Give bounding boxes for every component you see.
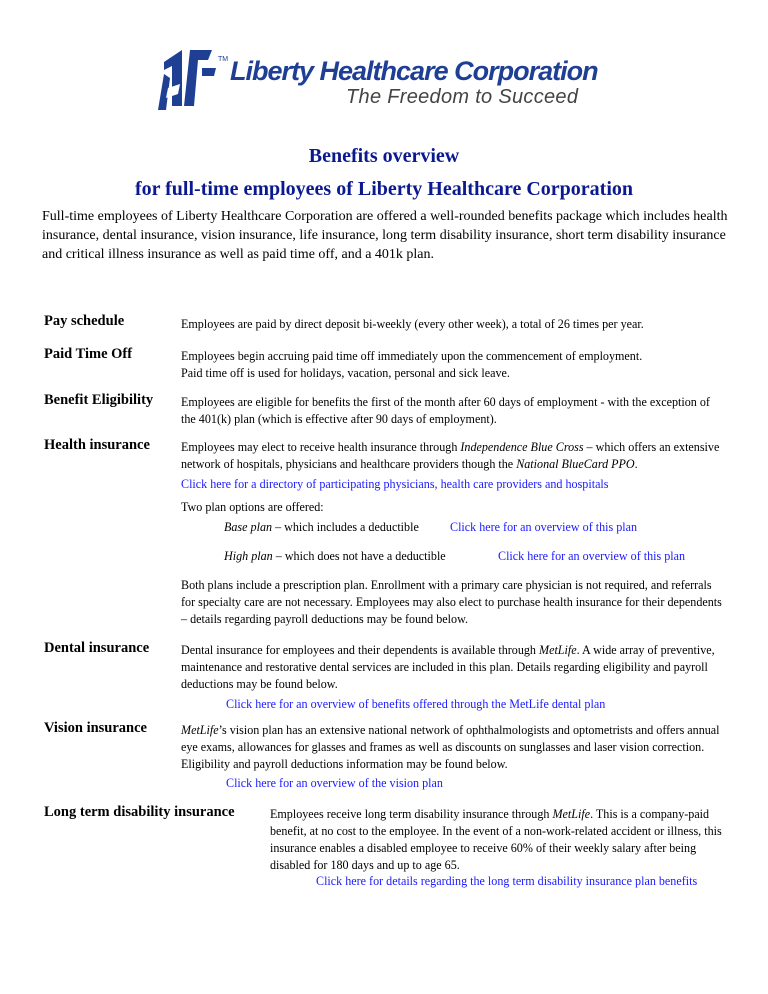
long-term-disability-label: Long term disability insurance	[44, 804, 235, 820]
dental-plan-overview-link[interactable]: Click here for an overview of benefits offered through the MetLife dental plan	[226, 697, 606, 711]
paid-time-off-line-2: Paid time off is used for holidays, vacation, personal and sick leave.	[181, 366, 510, 380]
plan-options-intro: Two plan options are offered:	[181, 500, 324, 514]
base-plan-overview-link[interactable]: Click here for an overview of this plan	[450, 520, 638, 534]
long-term-disability-text: Employees receive long term disability insurance through MetLife. This is a company-paid benefit, at no cost to the employee. In the event of a non-work-related accident or illness, this insurance enables a disabled employee to receive 60% of their weekly salary after being disabled for 180 days and up to age 65.	[270, 807, 722, 872]
trademark-mark: TM	[218, 56, 229, 63]
health-insurance-label: Health insurance	[44, 437, 150, 453]
dental-insurance-label: Dental insurance	[44, 640, 150, 656]
intro-paragraph: Full-time employees of Liberty Healthcare Corporation are offered a well-rounded benefits package which includes health insurance, dental insurance, vision insurance, life insurance, long term disability insurance, short term disability insurance and critical illness insurance as well as paid time off, and a 401k plan.	[42, 209, 728, 262]
paid-time-off-text	[181, 348, 741, 382]
vision-insurance-label: Vision insurance	[44, 720, 147, 736]
vision-plan-overview-link[interactable]: Click here for an overview of the vision plan	[226, 776, 443, 790]
dental-insurance-text: Dental insurance for employees and their dependents is available through MetLife. A wide array of preventive, maintenance and restorative dental services are included in this plan. Details regarding eligibility and payroll deductions may be found below.	[181, 643, 715, 691]
liberty-torch-logo-icon	[150, 44, 228, 116]
pay-schedule-text: Employees are paid by direct deposit bi-weekly (every other week), a total of 26 times per year.	[181, 317, 644, 331]
benefit-eligibility-text: Employees are eligible for benefits the first of the month after 60 days of employment - with the exception of the 401(k) plan (which is effective after 90 days of employment).	[181, 395, 710, 426]
provider-directory-link[interactable]: Click here for a directory of participating physicians, health care providers and hospitals	[181, 477, 609, 491]
company-logo	[150, 44, 620, 116]
high-plan-description: High plan – which does not have a deductible	[224, 549, 446, 563]
ltd-plan-details-link[interactable]: Click here for details regarding the long term disability insurance plan benefits	[316, 874, 698, 888]
company-name: Liberty Healthcare Corporation	[230, 56, 598, 86]
ltd-carrier-name: MetLife	[552, 807, 591, 821]
health-plans-footer-text: Both plans include a prescription plan. Enrollment with a primary care physician is not required, and referrals for specialty care are not necessary. Employees may also elect to purchase health insurance for their dependents – details regarding payroll deductions may be found below.	[181, 578, 722, 626]
vision-insurance-text: MetLife’s vision plan has an extensive national network of ophthalmologists and optometrists and offers annual eye exams, allowances for glasses and frames as well as discounts on sunglasses and laser vision correction. Eligibility and payroll deductions information may be found below.	[181, 723, 720, 771]
carrier-name: Independence Blue Cross	[460, 440, 584, 454]
benefit-eligibility-label: Benefit Eligibility	[44, 392, 154, 408]
network-name: National BlueCard PPO	[516, 457, 635, 471]
base-plan-description: Base plan – which includes a deductible	[224, 520, 419, 534]
vision-carrier-name: MetLife	[181, 723, 219, 737]
health-insurance-text: Employees may elect to receive health insurance through Independence Blue Cross – which offers an extensive network of hospitals, physicians and healthcare providers though the National BlueCard PPO.	[181, 440, 720, 471]
pay-schedule-label: Pay schedule	[44, 313, 125, 329]
page-subtitle: for full-time employees of Liberty Healthcare Corporation	[134, 178, 634, 200]
dental-carrier-name: MetLife	[539, 643, 577, 657]
page-title: Benefits overview	[308, 145, 460, 167]
paid-time-off-line-1: Employees begin accruing paid time off immediately upon the commencement of employment.	[181, 349, 643, 363]
company-tagline: The Freedom to Succeed	[346, 86, 579, 108]
paid-time-off-label: Paid Time Off	[44, 346, 133, 362]
high-plan-overview-link[interactable]: Click here for an overview of this plan	[498, 549, 686, 563]
